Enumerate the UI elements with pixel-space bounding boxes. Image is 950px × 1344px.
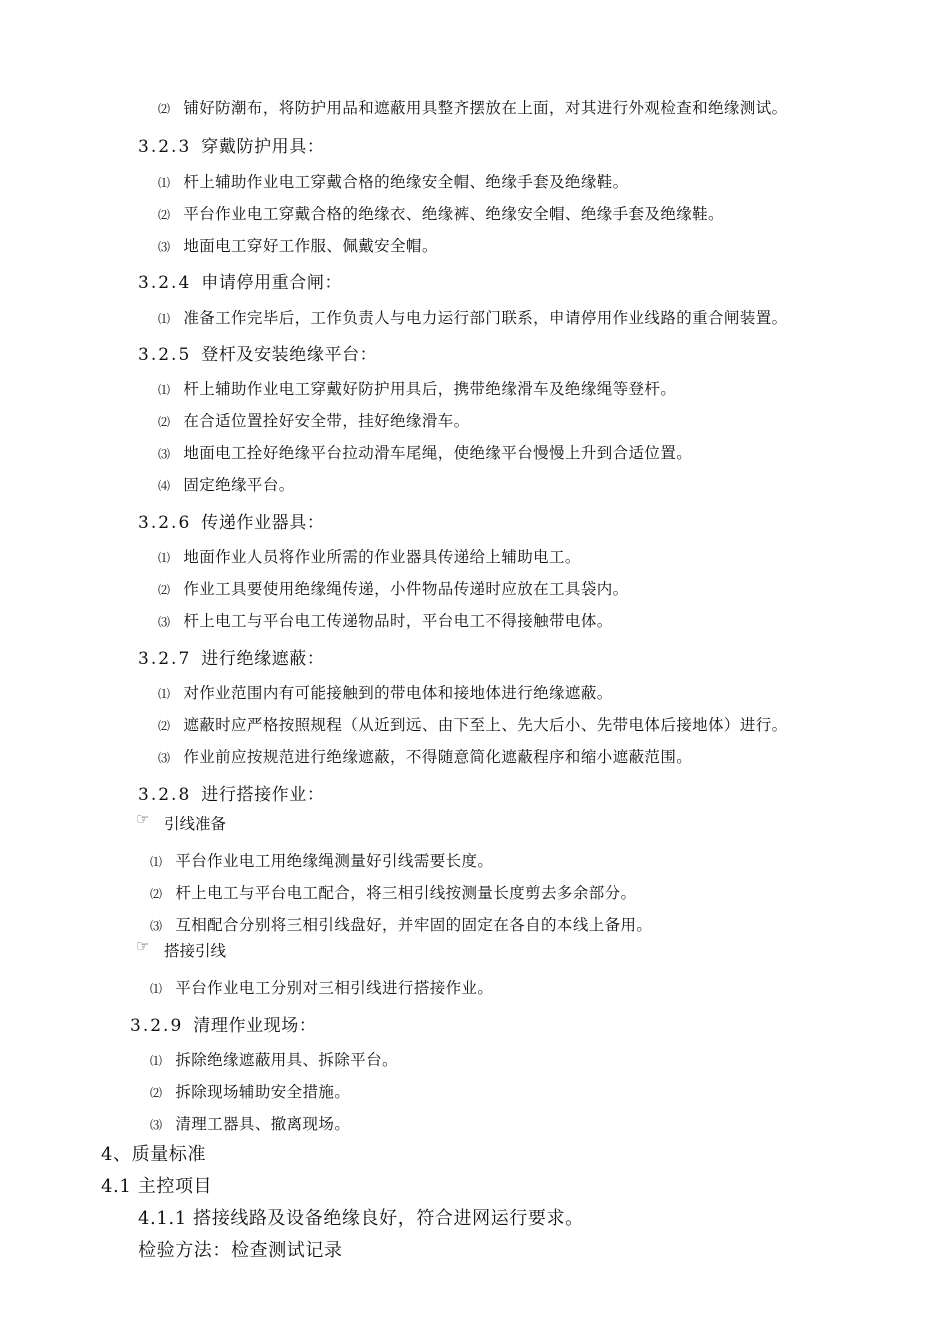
item-text: 拆除现场辅助安全措施。 [175, 1083, 351, 1101]
section-heading-3-2-9 [130, 1011, 316, 1036]
item-number: ⑵ [150, 887, 163, 901]
clause-4-1-1: 4.1.1 搭接线路及设备绝缘良好，符合进网运行要求。 [138, 1208, 584, 1229]
item-text: 在合适位置拴好安全带，挂好绝缘滑车。 [183, 412, 470, 430]
item-number: ⑴ [158, 551, 171, 565]
item-number: ⑵ [158, 719, 171, 733]
section-title: 传递作业器具： [201, 513, 325, 533]
list-item [158, 545, 581, 567]
section-number: 3.2.9 [130, 1016, 184, 1036]
item-text: 平台作业电工用绝缘绳测量好引线需要长度。 [175, 852, 494, 870]
list-item [158, 441, 692, 463]
section-heading-3-2-5 [138, 340, 377, 365]
section-heading-3-2-8 [138, 780, 324, 805]
section-number: 3.2.8 [138, 785, 192, 805]
section-number: 3.2.6 [138, 513, 192, 533]
list-item [158, 609, 613, 631]
list-item [158, 234, 438, 256]
inspection-method: 检验方法：检查测试记录 [138, 1240, 343, 1261]
list-item [150, 913, 652, 935]
list-item [158, 202, 724, 224]
item-text: 作业前应按规范进行绝缘遮蔽，不得随意简化遮蔽程序和缩小遮蔽范围。 [183, 748, 693, 766]
item-number: ⑶ [150, 919, 163, 933]
item-number: ⑶ [158, 751, 171, 765]
list-item [150, 849, 493, 871]
item-text: 互相配合分别将三相引线盘好，并牢固的固定在各自的本线上备用。 [175, 916, 653, 934]
list-item [150, 1112, 350, 1134]
list-item [150, 881, 636, 903]
list-item [158, 306, 788, 328]
section-title: 清理作业现场： [193, 1016, 317, 1036]
item-number: ⑶ [150, 1118, 163, 1132]
item-text: 固定绝缘平台。 [183, 476, 295, 494]
item-text: 平台作业电工穿戴合格的绝缘衣、绝缘裤、绝缘安全帽、绝缘手套及绝缘鞋。 [183, 205, 724, 223]
section-number: 3.2.3 [138, 137, 192, 157]
list-item [158, 577, 629, 599]
item-number: ⑴ [158, 176, 171, 190]
item-text: 清理工器具、撤离现场。 [175, 1115, 351, 1133]
item-text: 地面电工拴好绝缘平台拉动滑车尾绳，使绝缘平台慢慢上升到合适位置。 [183, 444, 693, 462]
list-item [150, 1048, 398, 1070]
item-text: 地面作业人员将作业所需的作业器具传递给上辅助电工。 [183, 548, 581, 566]
list-item [158, 713, 788, 735]
section-title: 登杆及安装绝缘平台： [201, 345, 378, 365]
item-number: ⑵ [158, 415, 171, 429]
item-text: 作业工具要使用绝缘绳传递，小件物品传递时应放在工具袋内。 [183, 580, 629, 598]
item-text: 杆上辅助作业电工穿戴好防护用具后，携带绝缘滑车及绝缘绳等登杆。 [183, 380, 677, 398]
item-text: 拆除绝缘遮蔽用具、拆除平台。 [175, 1051, 398, 1069]
list-item [158, 170, 629, 192]
section-heading-3-2-3 [138, 132, 324, 157]
chapter-heading-4: 4、质量标准 [101, 1144, 207, 1165]
item-number: ⑴ [158, 687, 171, 701]
item-number: ⑵ [150, 1086, 163, 1100]
pointing-hand-icon: ☞ [136, 937, 150, 955]
subheading-label: 搭接引线 [164, 942, 227, 960]
section-title: 穿戴防护用具： [201, 137, 325, 157]
section-title: 进行绝缘遮蔽： [201, 649, 325, 669]
list-item [158, 377, 676, 399]
item-number: ⑷ [158, 479, 171, 493]
item-number: ⑴ [150, 1054, 163, 1068]
section-number: 3.2.4 [138, 273, 192, 293]
item-text: 对作业范围内有可能接触到的带电体和接地体进行绝缘遮蔽。 [183, 684, 613, 702]
list-item [158, 473, 295, 495]
section-heading-3-2-7 [138, 644, 324, 669]
item-number: ⑵ [158, 102, 171, 116]
section-heading-3-2-6 [138, 508, 324, 533]
item-text: 杆上电工与平台电工配合，将三相引线按测量长度剪去多余部分。 [175, 884, 637, 902]
item-number: ⑶ [158, 615, 171, 629]
section-number: 3.2.5 [138, 345, 192, 365]
item-number: ⑵ [158, 583, 171, 597]
pointing-hand-icon: ☞ [136, 810, 150, 828]
item-number: ⑴ [158, 383, 171, 397]
section-title: 申请停用重合闸： [201, 273, 343, 293]
item-number: ⑶ [158, 240, 171, 254]
item-text: 地面电工穿好工作服、佩戴安全帽。 [183, 237, 438, 255]
list-item [158, 681, 613, 703]
item-number: ⑴ [158, 312, 171, 326]
subheading-lead-prep [136, 810, 226, 834]
section-number: 3.2.7 [138, 649, 192, 669]
item-text: 平台作业电工分别对三相引线进行搭接作业。 [175, 979, 494, 997]
list-item [150, 976, 493, 998]
section-heading-3-2-4 [138, 268, 342, 293]
list-item [150, 1080, 350, 1102]
item-text: 杆上电工与平台电工传递物品时，平台电工不得接触带电体。 [183, 612, 613, 630]
section-heading-4-1: 4.1 主控项目 [101, 1176, 213, 1197]
item-number: ⑶ [158, 447, 171, 461]
subheading-lead-splice [136, 937, 226, 961]
item-number: ⑵ [158, 208, 171, 222]
item-number: ⑴ [150, 855, 163, 869]
item-text: 杆上辅助作业电工穿戴合格的绝缘安全帽、绝缘手套及绝缘鞋。 [183, 173, 629, 191]
subheading-label: 引线准备 [164, 815, 227, 833]
item-number: ⑴ [150, 982, 163, 996]
item-text: 遮蔽时应严格按照规程（从近到远、由下至上、先大后小、先带电体后接地体）进行。 [183, 716, 788, 734]
section-title: 进行搭接作业： [201, 785, 325, 805]
item-text: 铺好防潮布，将防护用品和遮蔽用具整齐摆放在上面，对其进行外观检查和绝缘测试。 [183, 99, 788, 117]
list-item [158, 745, 692, 767]
list-item [158, 409, 470, 431]
item-text: 准备工作完毕后，工作负责人与电力运行部门联系，申请停用作业线路的重合闸装置。 [183, 309, 788, 327]
list-item [158, 96, 788, 118]
